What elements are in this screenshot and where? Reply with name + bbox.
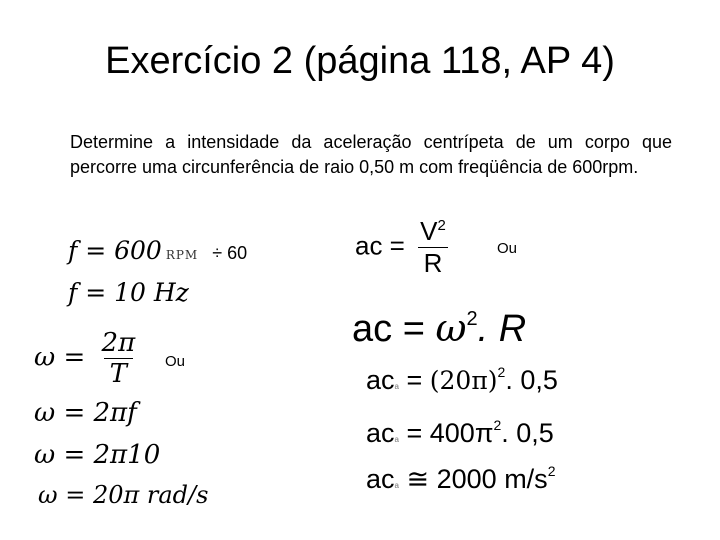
frequency-hz-equation: f = 10 Hz	[68, 278, 189, 307]
or-label-right: Ou	[497, 240, 518, 257]
ac-lhs: ac =	[355, 230, 405, 261]
centripetal-acceleration-formula	[355, 216, 450, 279]
calculation-result: aca ≅ 2000 $m/s^2$	[366, 463, 556, 494]
slide-title: Exercício 2 (página 118, AP 4)	[105, 40, 615, 82]
problem-statement: Determine a intensidade da aceleração centrípeta de um corpo que percorre uma circunferência de raio 0,50 m com freqüência de 600rpm.	[70, 132, 672, 177]
divide-by-60: ÷ 60	[212, 243, 248, 263]
frequency-rpm-lhs: f = 600	[68, 236, 162, 265]
omega-result-equation: ω = 20π rad/s	[38, 481, 209, 509]
omega-frequency-equation: ω = 2πf	[34, 398, 137, 428]
omega-lhs: ω =	[34, 342, 86, 373]
omega-substitution-equation: ω = 2π10	[34, 440, 161, 470]
omega-numerator: 2π	[101, 328, 136, 358]
frequency-rpm-equation	[68, 236, 247, 265]
calculation-line-2: aca = $400\pi^2$. 0,5	[366, 417, 554, 448]
omega-fraction	[98, 328, 140, 389]
angular-acceleration-formula: ac = $\omega^2$. R	[352, 306, 527, 350]
ac-fraction	[416, 216, 450, 279]
ac-denominator: R	[418, 247, 449, 279]
omega-denominator: T	[104, 358, 133, 389]
calculation-line-1: aca = $(20\pi)^2$. 0,5	[366, 364, 558, 395]
rpm-unit: RPM	[165, 248, 199, 262]
ac-numerator: $V^2$	[420, 216, 446, 246]
omega-symbol: ω	[435, 306, 467, 350]
or-label-left: Ou	[165, 353, 186, 370]
omega-period-equation	[34, 328, 139, 389]
